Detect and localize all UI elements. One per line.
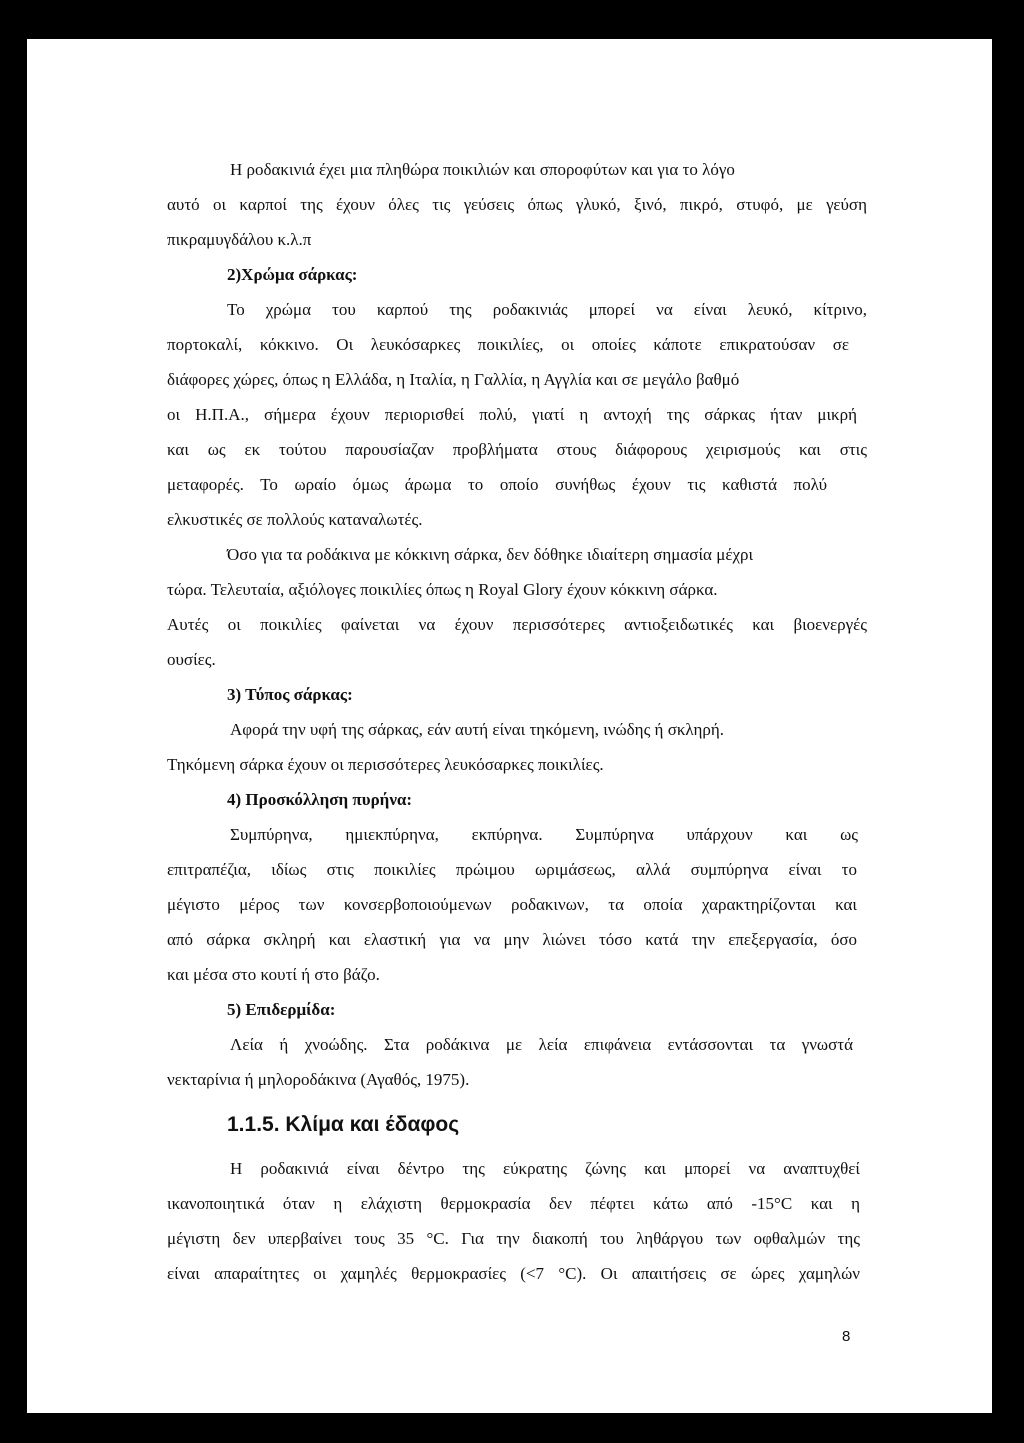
body-text-line: Η ροδακινιά είναι δέντρο της εύκρατης ζώνης και μπορεί να αναπτυχθεί <box>230 1159 860 1178</box>
subheading-stone-adhesion: 4) Προσκόλληση πυρήνα: <box>227 790 413 809</box>
body-text-line: Συμπύρηνα, ημιεκπύρηνα, εκπύρηνα. Συμπύρηνα υπάρχουν και ως <box>230 825 858 844</box>
body-text-line: Η ροδακινιά έχει μια πληθώρα ποικιλιών και σποροφύτων και για το λόγο <box>230 160 735 179</box>
body-text-line: ελκυστικές σε πολλούς καταναλωτές. <box>167 510 423 529</box>
subheading-flesh-color: 2)Χρώμα σάρκας: <box>227 265 358 284</box>
body-text-line: από σάρκα σκληρή και ελαστική για να μην λιώνει τόσο κατά την επεξεργασία, όσο <box>167 930 857 949</box>
body-text-line: Τηκόμενη σάρκα έχουν οι περισσότερες λευκόσαρκες ποικιλίες. <box>167 755 604 774</box>
section-heading-climate-soil <box>227 1112 459 1138</box>
section-title: Κλίμα και έδαφος <box>285 1113 460 1136</box>
body-text-line: μέγιστη δεν υπερβαίνει τους 35 °C. Για την διακοπή του ληθάργου των οφθαλμών της <box>167 1229 860 1248</box>
body-text-line: αυτό οι καρποί της έχουν όλες τις γεύσεις όπως γλυκό, ξινό, πικρό, στυφό, με γεύση <box>167 195 867 214</box>
body-text-line: Το χρώμα του καρπού της ροδακινιάς μπορεί να είναι λευκό, κίτρινο, <box>227 300 867 319</box>
section-number: 1.1.5. <box>227 1113 280 1136</box>
body-text-line: πικραμυγδάλου κ.λ.π <box>167 230 312 249</box>
body-text-line: ουσίες. <box>167 650 216 669</box>
body-text-line: ικανοποιητικά όταν η ελάχιστη θερμοκρασία δεν πέφτει κάτω από -15°C και η <box>167 1194 860 1213</box>
body-text-line: και ως εκ τούτου παρουσίαζαν προβλήματα στους διάφορους χειρισμούς και στις <box>167 440 867 459</box>
subheading-flesh-type: 3) Τύπος σάρκας: <box>227 685 353 704</box>
body-text-line: Αυτές οι ποικιλίες φαίνεται να έχουν περισσότερες αντιοξειδωτικές και βιοενεργές <box>167 615 867 634</box>
body-text-line: πορτοκαλί, κόκκινο. Οι λευκόσαρκες ποικιλίες, οι οποίες κάποτε επικρατούσαν σε <box>167 335 849 354</box>
body-text-line: Λεία ή χνοώδης. Στα ροδάκινα με λεία επιφάνεια εντάσσονται τα γνωστά <box>230 1035 853 1054</box>
body-text-line: Αφορά την υφή της σάρκας, εάν αυτή είναι τηκόμενη, ινώδης ή σκληρή. <box>230 720 725 739</box>
subheading-skin: 5) Επιδερμίδα: <box>227 1000 336 1019</box>
body-text-line: μέγιστο μέρος των κονσερβοποιούμενων ροδακινων, τα οποία χαρακτηρίζονται και <box>167 895 857 914</box>
body-text-line: διάφορες χώρες, όπως η Ελλάδα, η Ιταλία, η Γαλλία, η Αγγλία και σε μεγάλο βαθμό <box>167 370 740 389</box>
body-text-line: είναι απαραίτητες οι χαμηλές θερμοκρασίες (<7 °C). Οι απαιτήσεις σε ώρες χαμηλών <box>167 1264 860 1283</box>
body-text-line: Όσο για τα ροδάκινα με κόκκινη σάρκα, δεν δόθηκε ιδιαίτερη σημασία μέχρι <box>227 545 754 564</box>
body-text-line: και μέσα στο κουτί ή στο βάζο. <box>167 965 380 984</box>
body-text-line: οι Η.Π.Α., σήμερα έχουν περιορισθεί πολύ, γιατί η αντοχή της σάρκας ήταν μικρή <box>167 405 857 424</box>
body-text-line: επιτραπέζια, ιδίως στις ποικιλίες πρώιμου ωριμάσεως, αλλά συμπύρηνα είναι το <box>167 860 857 879</box>
body-text-line: νεκταρίνια ή μηλοροδάκινα (Αγαθός, 1975). <box>167 1070 470 1089</box>
body-text-line: μεταφορές. Το ωραίο όμως άρωμα το οποίο συνήθως έχουν τις καθιστά πολύ <box>167 475 827 494</box>
body-text-line: τώρα. Τελευταία, αξιόλογες ποικιλίες όπως η Royal Glory έχουν κόκκινη σάρκα. <box>167 580 718 599</box>
page-number: 8 <box>842 1328 851 1345</box>
